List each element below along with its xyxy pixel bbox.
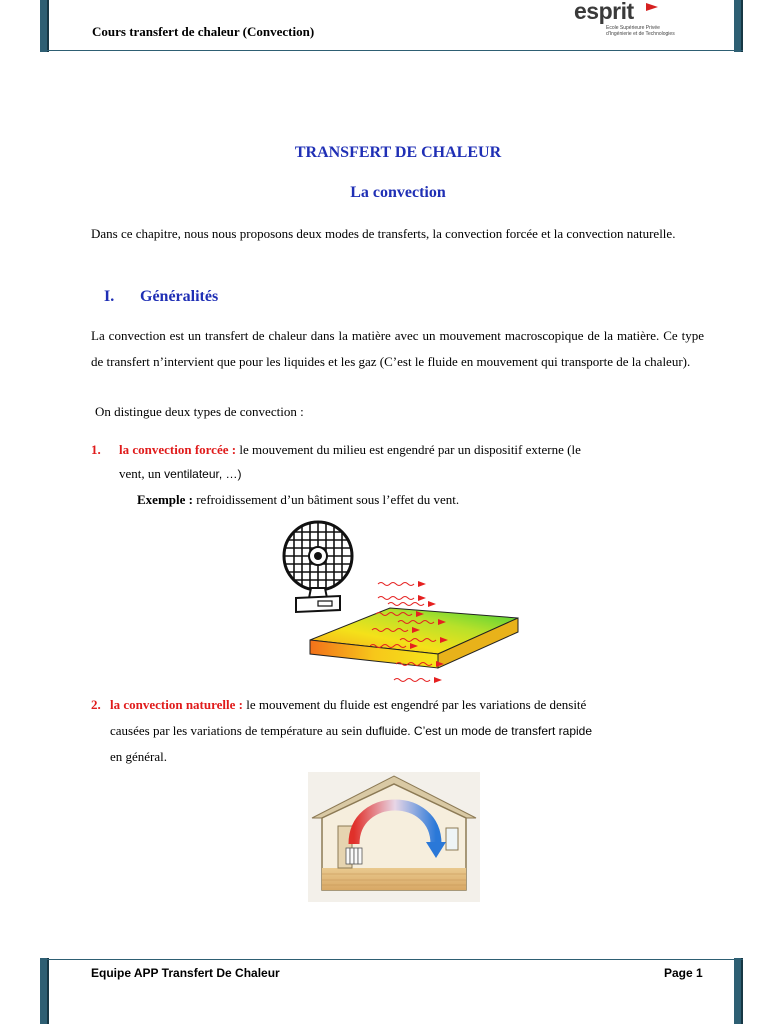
- item2-term: la convection naturelle :: [110, 697, 243, 712]
- convection-definition-paragraph: La convection est un transfert de chaleur dans la matière avec un mouvement macroscopique de la matière. Ce type de transfert n’intervient que pour les liquides et les gaz (C’est le fluide en mouvement qui transporte de la chaleur).: [91, 328, 704, 369]
- section-heading: [104, 288, 218, 306]
- item1-number: 1.: [91, 442, 101, 457]
- example-label: Exemple :: [137, 492, 193, 507]
- footer-rule: [40, 959, 743, 960]
- page-number: Page 1: [664, 966, 703, 980]
- fan-icon: [284, 522, 352, 612]
- item2-text-b-serif: causées par les variations de température au sein du: [110, 723, 379, 738]
- item2-line2: [110, 718, 592, 744]
- logo-wordmark: esprit: [574, 0, 634, 24]
- section-title: Généralités: [140, 288, 219, 305]
- footer-bar-left: [40, 958, 49, 1024]
- logo-flag-icon: [646, 3, 658, 11]
- radiator-icon: [346, 848, 362, 864]
- document-title: TRANSFERT DE CHALEUR: [294, 144, 502, 161]
- header-bar-right: [734, 0, 743, 52]
- item1-text-a: le mouvement du milieu est engendré par un dispositif externe (le: [239, 442, 581, 457]
- item1-text: [119, 437, 704, 463]
- house-window: [446, 828, 458, 850]
- footer-bar-right: [734, 958, 743, 1024]
- forced-convection-figure: [280, 518, 525, 690]
- item2-text-b-sans: fluide. C’est un mode de transfert rapide: [378, 724, 593, 738]
- house-floor: [322, 868, 466, 890]
- natural-convection-figure: [308, 772, 480, 902]
- item2-line1: [110, 692, 586, 718]
- item1-text-b-sans: ventilateur, …): [164, 467, 242, 481]
- footer-left: Equipe APP Transfert De Chaleur: [91, 966, 280, 980]
- esprit-logo: [560, 0, 680, 40]
- header-title: Cours transfert de chaleur (Convection): [92, 24, 315, 39]
- document-subtitle: La convection: [350, 184, 446, 201]
- intro-paragraph: Dans ce chapitre, nous nous proposons deux modes de transferts, la convection forcée et la convection naturelle.: [91, 226, 676, 241]
- types-intro: On distingue deux types de convection :: [95, 404, 304, 419]
- item2-text-a: le mouvement du fluide est engendré par les variations de densité: [246, 697, 587, 712]
- example-line: [137, 487, 459, 513]
- item2-number: 2.: [91, 697, 101, 712]
- item1-text-b-serif: vent, un: [119, 466, 161, 481]
- item1-term: la convection forcée :: [119, 442, 237, 457]
- logo-subtitle: Ecole Supérieure Privée d'Ingénierie et de Technologies: [606, 25, 675, 37]
- item2-line3: en général.: [110, 749, 168, 764]
- item1-line2: [119, 461, 242, 487]
- example-text: refroidissement d’un bâtiment sous l’effet du vent.: [196, 492, 460, 507]
- header-rule: [40, 50, 743, 51]
- header-bar-left: [40, 0, 49, 52]
- section-number: I.: [104, 288, 115, 305]
